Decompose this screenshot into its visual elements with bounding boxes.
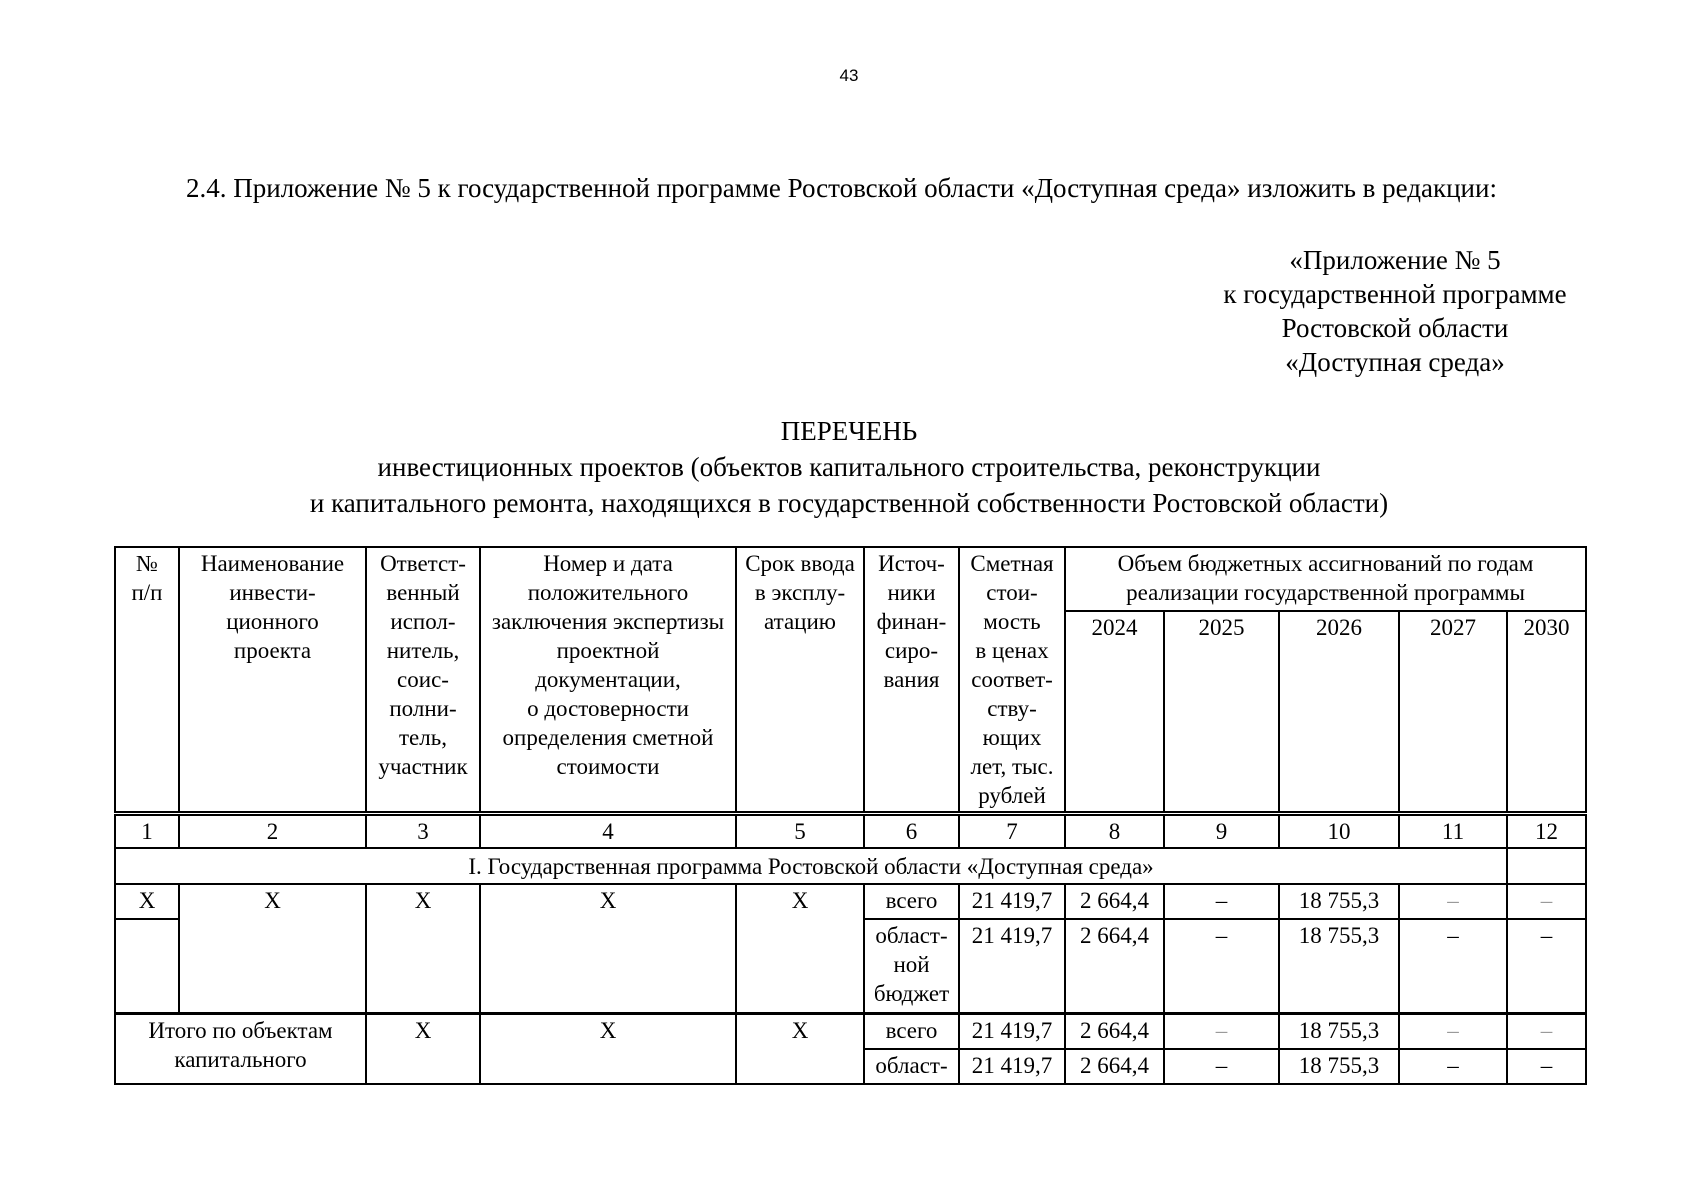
header-text: в эксплу- xyxy=(754,580,846,605)
grand-total-row xyxy=(115,1014,1586,1050)
year-value-cell: – xyxy=(1399,919,1507,1014)
section-empty-cell xyxy=(1507,848,1586,884)
mark-cell: Х xyxy=(115,884,179,919)
header-text: Ответст- xyxy=(380,551,466,576)
appendix-line: Ростовской области xyxy=(1281,313,1509,343)
year-value-cell: 2 664,4 xyxy=(1065,1049,1164,1084)
year-value-cell: – xyxy=(1164,1014,1279,1050)
year-value-cell: 2 664,4 xyxy=(1065,1014,1164,1050)
header-text: Срок ввода xyxy=(745,551,855,576)
appendix-line: «Доступная среда» xyxy=(1285,347,1505,377)
header-text: проектной xyxy=(556,638,660,663)
header-text: ционного xyxy=(226,609,319,634)
funding-source-cell: област- xyxy=(864,1049,959,1084)
section-row xyxy=(115,848,1586,884)
header-text: в ценах xyxy=(975,638,1049,663)
year-value-cell: – xyxy=(1399,1049,1507,1084)
investment-projects-table xyxy=(114,546,1587,1085)
year-value-cell: – xyxy=(1507,884,1586,919)
header-text: Сметная xyxy=(970,551,1054,576)
header-text: реализации государственной программы xyxy=(1126,580,1525,605)
header-text: вания xyxy=(883,667,940,692)
header-text: Источ- xyxy=(878,551,945,576)
header-year: 2025 xyxy=(1164,611,1279,814)
year-value-cell: 18 755,3 xyxy=(1279,1049,1399,1084)
year-value-cell: – xyxy=(1164,919,1279,1014)
title-line: и капитального ремонта, находящихся в государственной собственности Ростовской области) xyxy=(309,488,1389,518)
column-number: 3 xyxy=(366,814,480,849)
header-year: 2024 xyxy=(1065,611,1164,814)
header-text: заключения экспертизы xyxy=(491,609,725,634)
year-value-cell: – xyxy=(1507,1049,1586,1084)
year-value-cell: – xyxy=(1164,884,1279,919)
funding-source-cell: всего xyxy=(864,884,959,919)
title-heading: ПЕРЕЧЕНЬ xyxy=(780,416,918,446)
header-project-name xyxy=(179,547,366,814)
header-year: 2027 xyxy=(1399,611,1507,814)
appendix-caption xyxy=(1195,243,1595,379)
amendment-intro: 2.4. Приложение № 5 к государственной программе Ростовской области «Доступная среда» изложить в редакции: xyxy=(186,173,1497,203)
year-value-cell: 2 664,4 xyxy=(1065,919,1164,1014)
header-num xyxy=(115,547,179,814)
column-number: 6 xyxy=(864,814,959,849)
header-estimated-cost xyxy=(959,547,1065,814)
funding-source-text: област- xyxy=(875,923,948,948)
header-text: полни- xyxy=(389,696,457,721)
header-text: тель, xyxy=(399,725,447,750)
empty-cell xyxy=(115,919,179,1014)
grand-total-label-text: капитального xyxy=(174,1047,307,1072)
title-line: инвестиционных проектов (объектов капитального строительства, реконструкции xyxy=(377,452,1321,482)
header-text: рублей xyxy=(978,783,1046,808)
header-text: Объем бюджетных ассигнований по годам xyxy=(1117,551,1534,576)
year-value-cell: – xyxy=(1399,884,1507,919)
header-text: лет, тыс. xyxy=(970,754,1054,779)
header-text: проекта xyxy=(233,638,312,663)
header-text: испол- xyxy=(390,609,456,634)
grand-total-label xyxy=(115,1014,366,1085)
header-expertise xyxy=(480,547,736,814)
funding-source-cell: всего xyxy=(864,1014,959,1050)
header-text: соответ- xyxy=(971,667,1053,692)
program-total-row xyxy=(115,884,1586,919)
header-text: документации, xyxy=(535,667,681,692)
header-text: Наименование xyxy=(200,551,345,576)
mark-cell: Х xyxy=(366,1014,480,1085)
year-value-cell: 18 755,3 xyxy=(1279,1014,1399,1050)
mark-cell: Х xyxy=(366,884,480,1014)
column-number: 4 xyxy=(480,814,736,849)
header-funding-source xyxy=(864,547,959,814)
mark-cell: Х xyxy=(480,1014,736,1085)
cost-cell: 21 419,7 xyxy=(959,884,1065,919)
header-text: Номер и дата xyxy=(543,551,673,576)
year-value-cell: 18 755,3 xyxy=(1279,919,1399,1014)
year-value-cell: 18 755,3 xyxy=(1279,884,1399,919)
column-number: 2 xyxy=(179,814,366,849)
column-number: 8 xyxy=(1065,814,1164,849)
header-text: ющих xyxy=(982,725,1042,750)
header-commissioning-term xyxy=(736,547,864,814)
year-value-cell: 2 664,4 xyxy=(1065,884,1164,919)
header-text: стоимости xyxy=(556,754,660,779)
funding-source-text: бюджет xyxy=(873,981,950,1006)
header-text: финан- xyxy=(876,609,947,634)
year-value-cell: – xyxy=(1507,919,1586,1014)
header-text: нитель, xyxy=(386,638,460,663)
header-text: мость xyxy=(983,609,1041,634)
header-text: участник xyxy=(378,754,468,779)
year-value-cell: – xyxy=(1507,1014,1586,1050)
column-number: 7 xyxy=(959,814,1065,849)
header-row xyxy=(115,547,1586,611)
appendix-line: «Приложение № 5 xyxy=(1289,245,1501,275)
column-number: 5 xyxy=(736,814,864,849)
header-text: сиро- xyxy=(884,638,939,663)
header-text: п/п xyxy=(131,580,163,605)
header-year: 2026 xyxy=(1279,611,1399,814)
mark-cell: Х xyxy=(179,884,366,1014)
column-number: 11 xyxy=(1399,814,1507,849)
cost-cell: 21 419,7 xyxy=(959,1014,1065,1050)
header-budget-allocations xyxy=(1065,547,1586,611)
page-number: 43 xyxy=(839,66,859,85)
mark-cell: Х xyxy=(480,884,736,1014)
header-text: № xyxy=(136,551,158,576)
header-text: ству- xyxy=(987,696,1037,721)
appendix-line: к государственной программе xyxy=(1223,279,1567,309)
mark-cell: Х xyxy=(736,884,864,1014)
header-responsible xyxy=(366,547,480,814)
document-title xyxy=(0,413,1698,521)
section-title: I. Государственная программа Ростовской области «Доступная среда» xyxy=(115,848,1507,884)
year-value-cell: – xyxy=(1399,1014,1507,1050)
mark-cell: Х xyxy=(736,1014,864,1085)
funding-source-text: ной xyxy=(893,952,930,977)
column-number: 1 xyxy=(115,814,179,849)
column-number: 12 xyxy=(1507,814,1586,849)
header-text: определения сметной xyxy=(502,725,714,750)
header-text: атацию xyxy=(764,609,836,634)
header-text: положительного xyxy=(527,580,689,605)
column-number: 9 xyxy=(1164,814,1279,849)
year-value-cell: – xyxy=(1164,1049,1279,1084)
column-number: 10 xyxy=(1279,814,1399,849)
funding-source-cell xyxy=(864,919,959,1014)
header-text: венный xyxy=(386,580,460,605)
cost-cell: 21 419,7 xyxy=(959,919,1065,1014)
grand-total-label-text: Итого по объектам xyxy=(148,1018,333,1043)
header-text: соис- xyxy=(397,667,449,692)
header-year: 2030 xyxy=(1507,611,1586,814)
header-text: ники xyxy=(887,580,936,605)
cost-cell: 21 419,7 xyxy=(959,1049,1065,1084)
header-text: инвести- xyxy=(229,580,316,605)
header-text: о достоверности xyxy=(527,696,689,721)
column-numbers-row xyxy=(115,814,1586,849)
header-text: стои- xyxy=(986,580,1038,605)
